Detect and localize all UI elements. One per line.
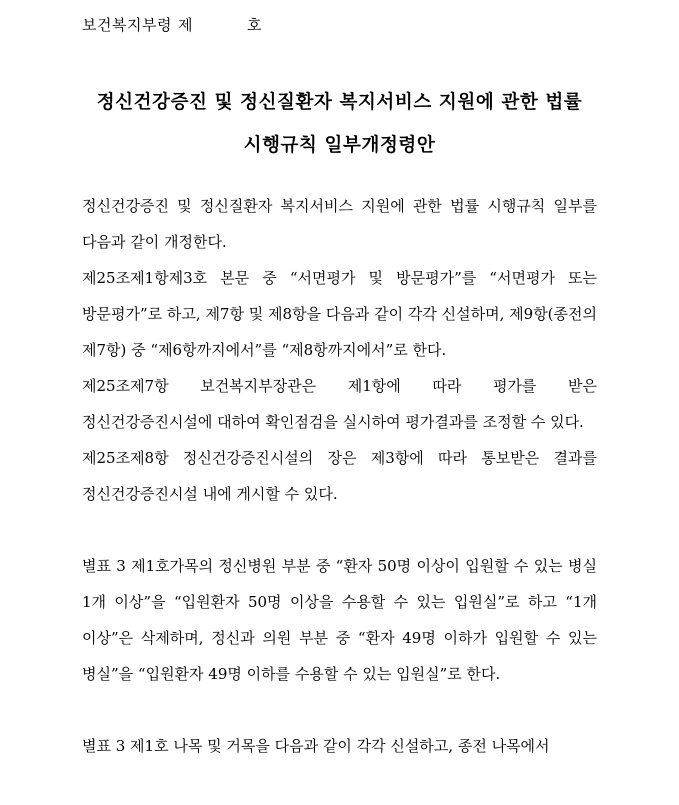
paragraph-article25-7: 제25조제7항 보건복지부장관은 제1항에 따라 평가를 받은 정신건강증진시설에 대하여 확인점검을 실시하여 평가결과를 조정할 수 있다. — [82, 377, 597, 431]
ordinance-header — [82, 14, 262, 35]
ordinance-name: 보건복지부령 — [82, 16, 172, 34]
document-title-line-1: 정신건강증진 및 정신질환자 복지서비스 지원에 관한 법률 — [96, 92, 583, 113]
ordinance-number-suffix: 호 — [246, 16, 262, 34]
paragraph-appendix3-a: 별표 3 제1호가목의 정신병원 부분 중 “환자 50명 이상이 입원할 수 있는 병실 1개 이상”을 “입원환자 50명 이상을 수용할 수 있는 입원실”로 하고 “1개 이상”은 삭제하며, 정신과 의원 부분 중 “환자 49명 이하가 입원할 수 있는 병실”을 “입원환자 49명 이하를 수용할 수 있는 입원실”로 한다. — [82, 557, 597, 683]
ordinance-number-prefix: 제 — [177, 16, 193, 34]
document-title-line-2: 시행규칙 일부개정령안 — [243, 135, 436, 156]
paragraph-appendix3-b: 별표 3 제1호 나목 및 거목을 다음과 같이 각각 신설하고, 종전 나목에서 — [82, 737, 550, 755]
paragraph-article25-8: 제25조제8항 정신건강증진시설의 장은 제3항에 따라 통보받은 결과를 정신건강증진시설 내에 게시할 수 있다. — [82, 449, 597, 503]
paragraph-article25-1: 제25조제1항제3호 본문 중 “서면평가 및 방문평가”를 “서면평가 또는 방문평가”로 하고, 제7항 및 제8항을 다음과 같이 각각 신설하며, 제9항(종전의 제7항) 중 “제6항까지에서”를 “제8항까지에서”로 한다. — [82, 269, 597, 359]
paragraph-intro: 정신건강증진 및 정신질환자 복지서비스 지원에 관한 법률 시행규칙 일부를 다음과 같이 개정한다. — [82, 197, 597, 251]
